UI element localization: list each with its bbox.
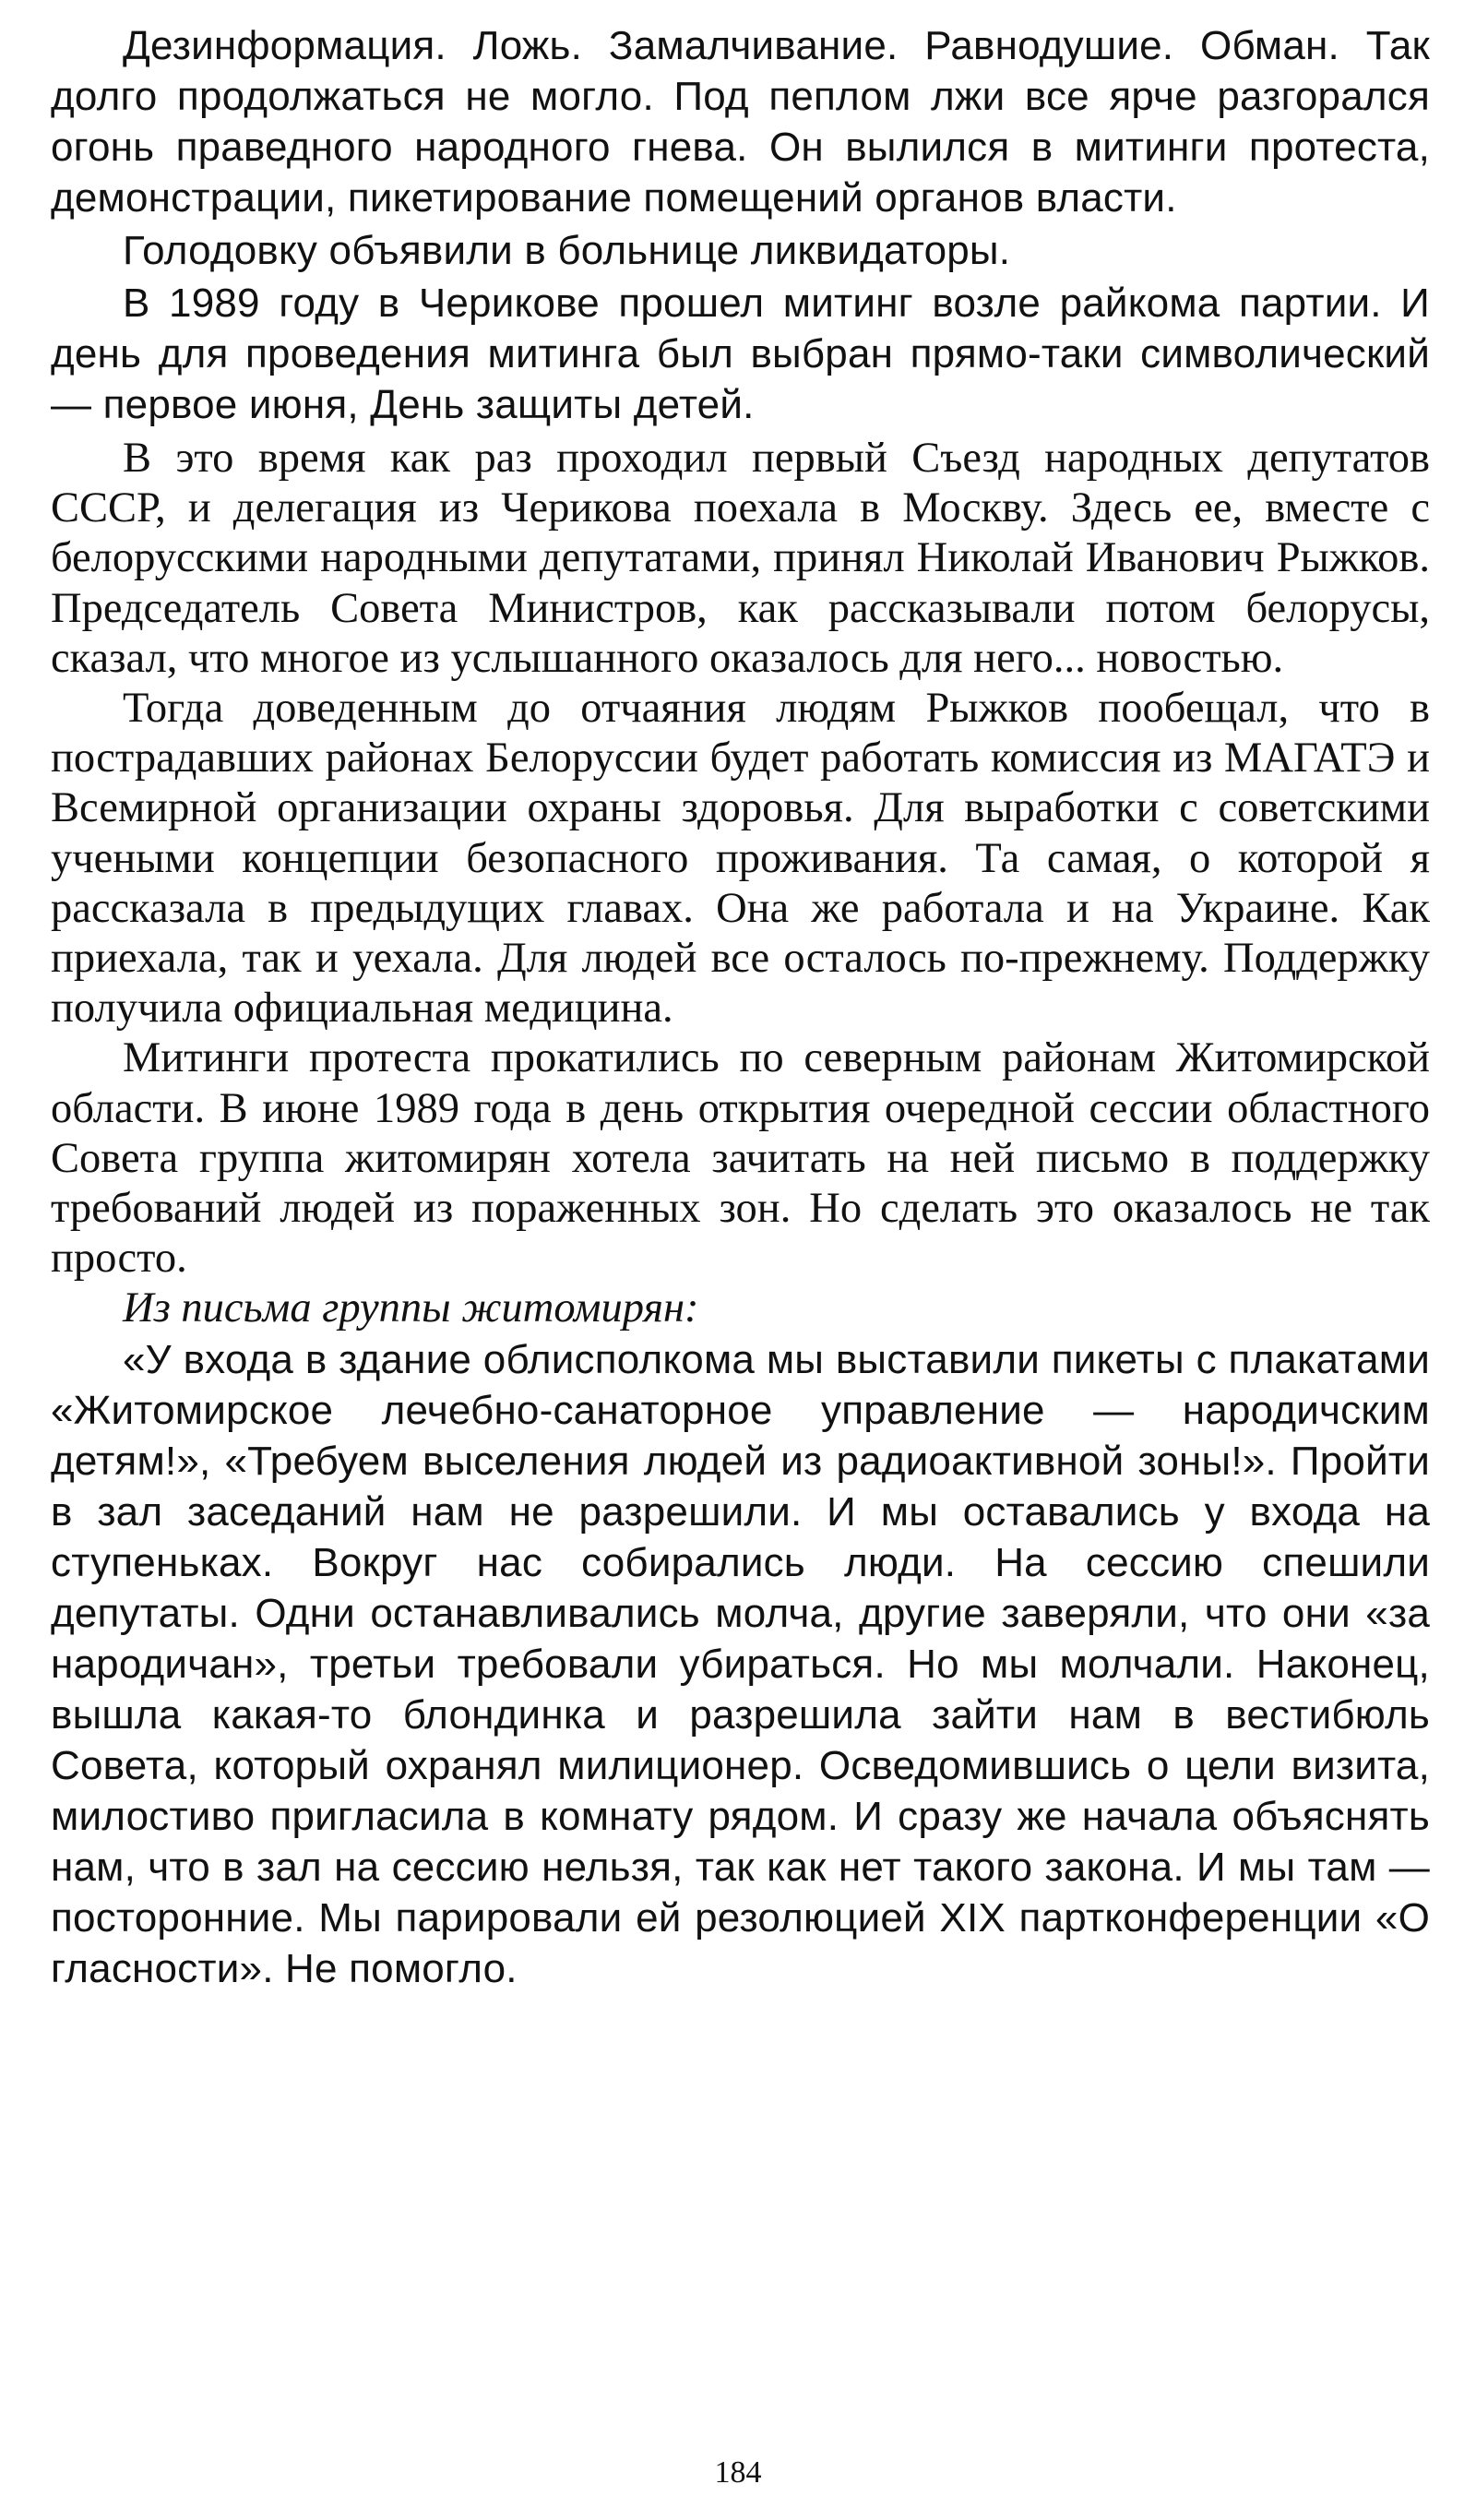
paragraph-cherikov-rally: В 1989 году в Черикове прошел митинг возле райкома партии. И день для проведения митинга был выбран прямо-таки символический — первое июня, День защиты детей. bbox=[51, 281, 1430, 427]
paragraph-congress: В это время как раз проходил первый Съезд народных депутатов СССР, и делегация из Черикова поехала в Москву. Здесь ее, вместе с белорусскими народными депутатами, принял Николай Иванович Рыжков. Председатель Совета Министров, как рассказывали потом белорусы, сказал, что многое из услышанного оказалось для него... новостью. bbox=[51, 435, 1430, 682]
paragraph-zhytomyr-protests: Митинги протеста прокатились по северным районам Житомирской области. В июне 1989 года в день открытия очередной сессии областного Совета группа житомирян хотела зачитать на ней письмо в поддержку требований людей из пораженных зон. Но сделать это оказалось не так просто. bbox=[51, 1034, 1430, 1283]
page-text bbox=[51, 20, 1430, 1994]
paragraph-letter-heading: Из письма группы житомирян: bbox=[123, 1284, 699, 1332]
page-number: 184 bbox=[714, 2455, 762, 2490]
paragraph-ryzhkov-promise: Тогда доведенным до отчаяния людям Рыжков пообещал, что в пострадавших районах Белоруссии будет работать комиссия из МАГАТЭ и Всемирной организации охраны здоровья. Для выработки с советскими учеными концепции безопасного проживания. Та самая, о которой я рассказала в предыдущих главах. Она же работала и на Украине. Как приехала, так и уехала. Для людей все осталось по-прежнему. Поддержку получила официальная медицина. bbox=[51, 685, 1430, 1033]
paragraph-hunger-strike: Голодовку объявили в больнице ликвидаторы. bbox=[123, 228, 1011, 273]
paragraph-letter-quote: «У входа в здание облисполкома мы выставили пикеты с плакатами «Житомирское лечебно-санаторное управление — народичским детям!», «Требуем выселения людей из радиоактивной зоны!». Пройти в зал заседаний нам не разрешили. И мы оставались у входа на ступеньках. Вокруг нас собирались люди. На сессию спешили депутаты. Одни останавливались молча, другие заверяли, что они «за народичан», третьи требовали убираться. Но мы молчали. Наконец, вышла какая-то блондинка и разрешила зайти нам в вестибюль Совета, который охранял милиционер. Осведомившись о цели визита, милостиво пригласила в комнату рядом. И сразу же начала объяснять нам, что в зал на сессию нельзя, так как нет такого закона. И мы там — посторонние. Мы парировали ей резолюцией XIX партконференции «О гласности». Не помогло. bbox=[51, 1336, 1430, 1991]
paragraph-disinformation: Дезинформация. Ложь. Замалчивание. Равнодушие. Обман. Так долго продолжаться не могло. Под пеплом лжи все ярче разгорался огонь праведного народного гнева. Он вылился в митинги протеста, демонстрации, пикетирование помещений органов власти. bbox=[51, 23, 1430, 221]
